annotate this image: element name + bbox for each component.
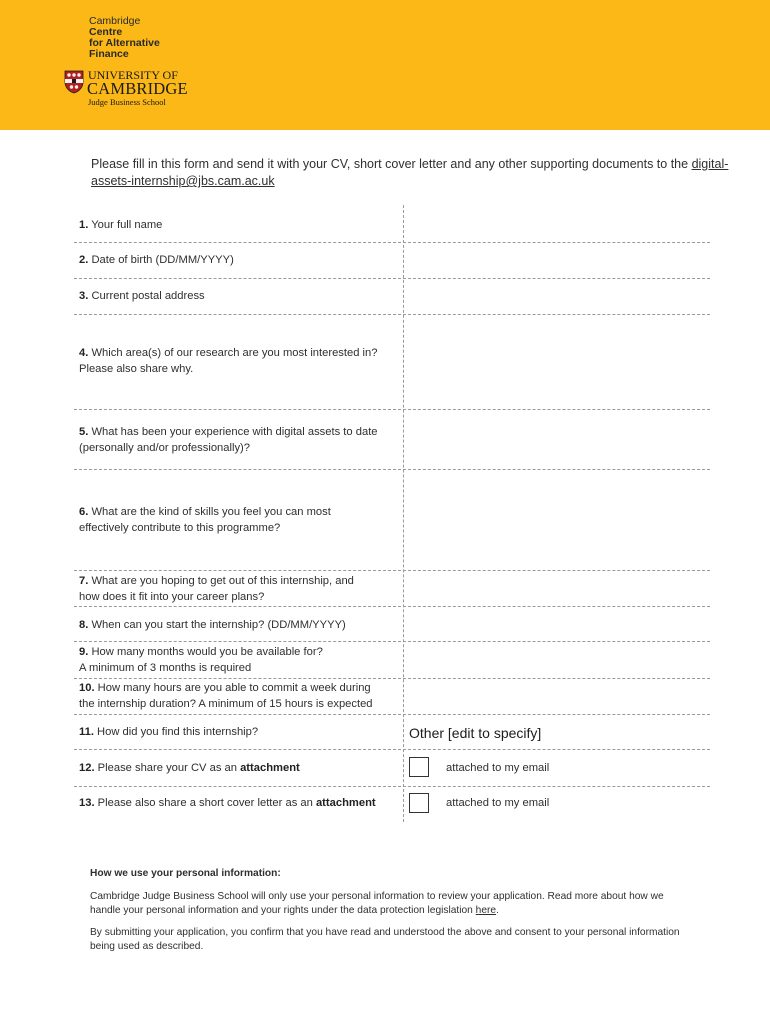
school-name: Judge Business School bbox=[88, 97, 166, 107]
cover-letter-attached-label: attached to my email bbox=[446, 797, 550, 809]
column-divider bbox=[403, 205, 404, 822]
question-7: 7. What are you hoping to get out of this internship, and how does it fit into your career plans? bbox=[79, 575, 354, 603]
privacy-section bbox=[90, 867, 690, 881]
question-9: 9. How many months would you be available for? A minimum of 3 months is required bbox=[79, 646, 323, 674]
header-banner bbox=[0, 0, 770, 130]
row-divider bbox=[74, 242, 710, 243]
question-11: 11. How did you find this internship? bbox=[79, 726, 259, 738]
row-divider bbox=[74, 570, 710, 571]
question-2: 2. Date of birth (DD/MM/YYYY) bbox=[79, 254, 234, 266]
question-1: 1. Your full name bbox=[79, 219, 163, 231]
cover-letter-attached-checkbox[interactable] bbox=[409, 793, 429, 813]
question-12: 12. Please share your CV as an attachment bbox=[79, 762, 300, 774]
email-link[interactable]: digital-assets-internship@jbs.cam.ac.uk bbox=[91, 157, 729, 188]
intro-text: Please fill in this form and send it with your CV, short cover letter and any other supporting documents to the digital-assets-internship@jbs.cam.ac.uk bbox=[91, 157, 729, 188]
question-4: 4. Which area(s) of our research are you most interested in? Please also share why. bbox=[79, 347, 378, 375]
row-divider bbox=[74, 278, 710, 279]
question-3: 3. Current postal address bbox=[79, 290, 205, 302]
privacy-heading: How we use your personal information: bbox=[90, 868, 281, 879]
row-divider bbox=[74, 606, 710, 607]
question-6: 6. What are the kind of skills you feel you can most effectively contribute to this programme? bbox=[79, 506, 331, 534]
ccaf-logo: Cambridge Centre for Alternative Finance bbox=[89, 15, 160, 60]
row-divider bbox=[74, 749, 710, 750]
row-divider bbox=[74, 314, 710, 315]
question-5: 5. What has been your experience with digital assets to date (personally and/or professionally)? bbox=[79, 426, 378, 454]
question-13: 13. Please also share a short cover letter as an attachment bbox=[79, 797, 376, 809]
cv-attached-checkbox[interactable] bbox=[409, 757, 429, 777]
row-divider bbox=[74, 641, 710, 642]
question-8: 8. When can you start the internship? (DD/MM/YYYY) bbox=[79, 619, 346, 631]
question-10: 10. How many hours are you able to commit a week during the internship duration? A minimum of 15 hours is expected bbox=[79, 682, 373, 710]
cv-attached-label: attached to my email bbox=[446, 762, 550, 774]
row-divider bbox=[74, 786, 710, 787]
row-divider bbox=[74, 678, 710, 679]
university-of-text: UNIVERSITY OF bbox=[88, 68, 178, 82]
privacy-paragraph-2: By submitting your application, you confirm that you have read and understood the above and consent to your personal information being used as described. bbox=[90, 927, 680, 952]
row-divider bbox=[74, 409, 710, 410]
row-divider bbox=[74, 469, 710, 470]
q11-answer-field[interactable]: Other [edit to specify] bbox=[409, 725, 542, 741]
privacy-here-link[interactable]: here bbox=[475, 905, 497, 916]
cambridge-crest-icon bbox=[64, 70, 84, 94]
cambridge-text: CAMBRIDGE bbox=[87, 79, 188, 98]
privacy-paragraph-1: Cambridge Judge Business School will only use your personal information to review your application. Read more about how we handle your personal information and your rights under the data protection legislation here. bbox=[90, 891, 664, 916]
row-divider bbox=[74, 714, 710, 715]
